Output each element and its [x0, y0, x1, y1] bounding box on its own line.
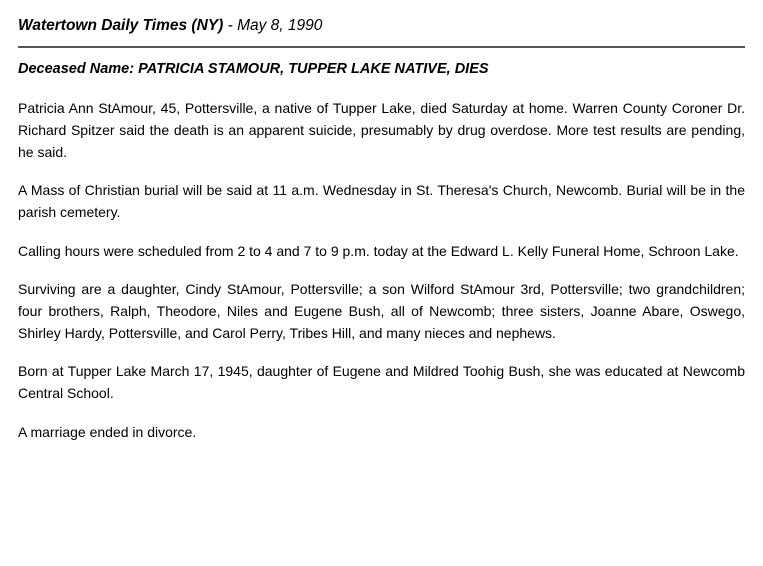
paragraph: Born at Tupper Lake March 17, 1945, daughter of Eugene and Mildred Toohig Bush, she was educated at Newcomb Central School.	[18, 363, 745, 402]
newspaper-name: Watertown Daily Times (NY)	[18, 17, 224, 34]
paragraph: A Mass of Christian burial will be said at 11 a.m. Wednesday in St. Theresa's Church, Newcomb. Burial will be in the parish cemetery.	[18, 182, 745, 220]
paragraph: Surviving are a daughter, Cindy StAmour, Pottersville; a son Wilford StAmour 3rd, Pottersville; two grandchildren; four brothers, Ralph, Theodore, Niles and Eugene Bush, all of Newcomb; three sisters, Joanne Abare, Oswego, Shirley Hardy, Pottersville, and Carol Perry, Tribes Hill, and many nieces and nephews.	[18, 281, 745, 341]
paragraph: Calling hours were scheduled from 2 to 4 and 7 to 9 p.m. today at the Edward L. Kelly Funeral Home, Schroon Lake.	[18, 242, 739, 259]
masthead	[18, 16, 745, 35]
header-divider	[18, 46, 745, 48]
obituary-body	[18, 98, 745, 443]
masthead-separator: -	[223, 17, 238, 34]
deceased-name-value: PATRICIA STAMOUR, TUPPER LAKE NATIVE, DIES	[134, 61, 489, 78]
publication-date: May 8, 1990	[237, 17, 323, 34]
deceased-heading	[18, 60, 745, 79]
deceased-name-label: Deceased Name:	[18, 61, 135, 78]
paragraph: Patricia Ann StAmour, 45, Pottersville, a native of Tupper Lake, died Saturday at home. Warren County Coroner Dr. Richard Spitzer said the death is an apparent suicide, presumably by drug overdose. More test results are pending, he said.	[18, 100, 745, 160]
paragraph: A marriage ended in divorce.	[18, 423, 197, 440]
